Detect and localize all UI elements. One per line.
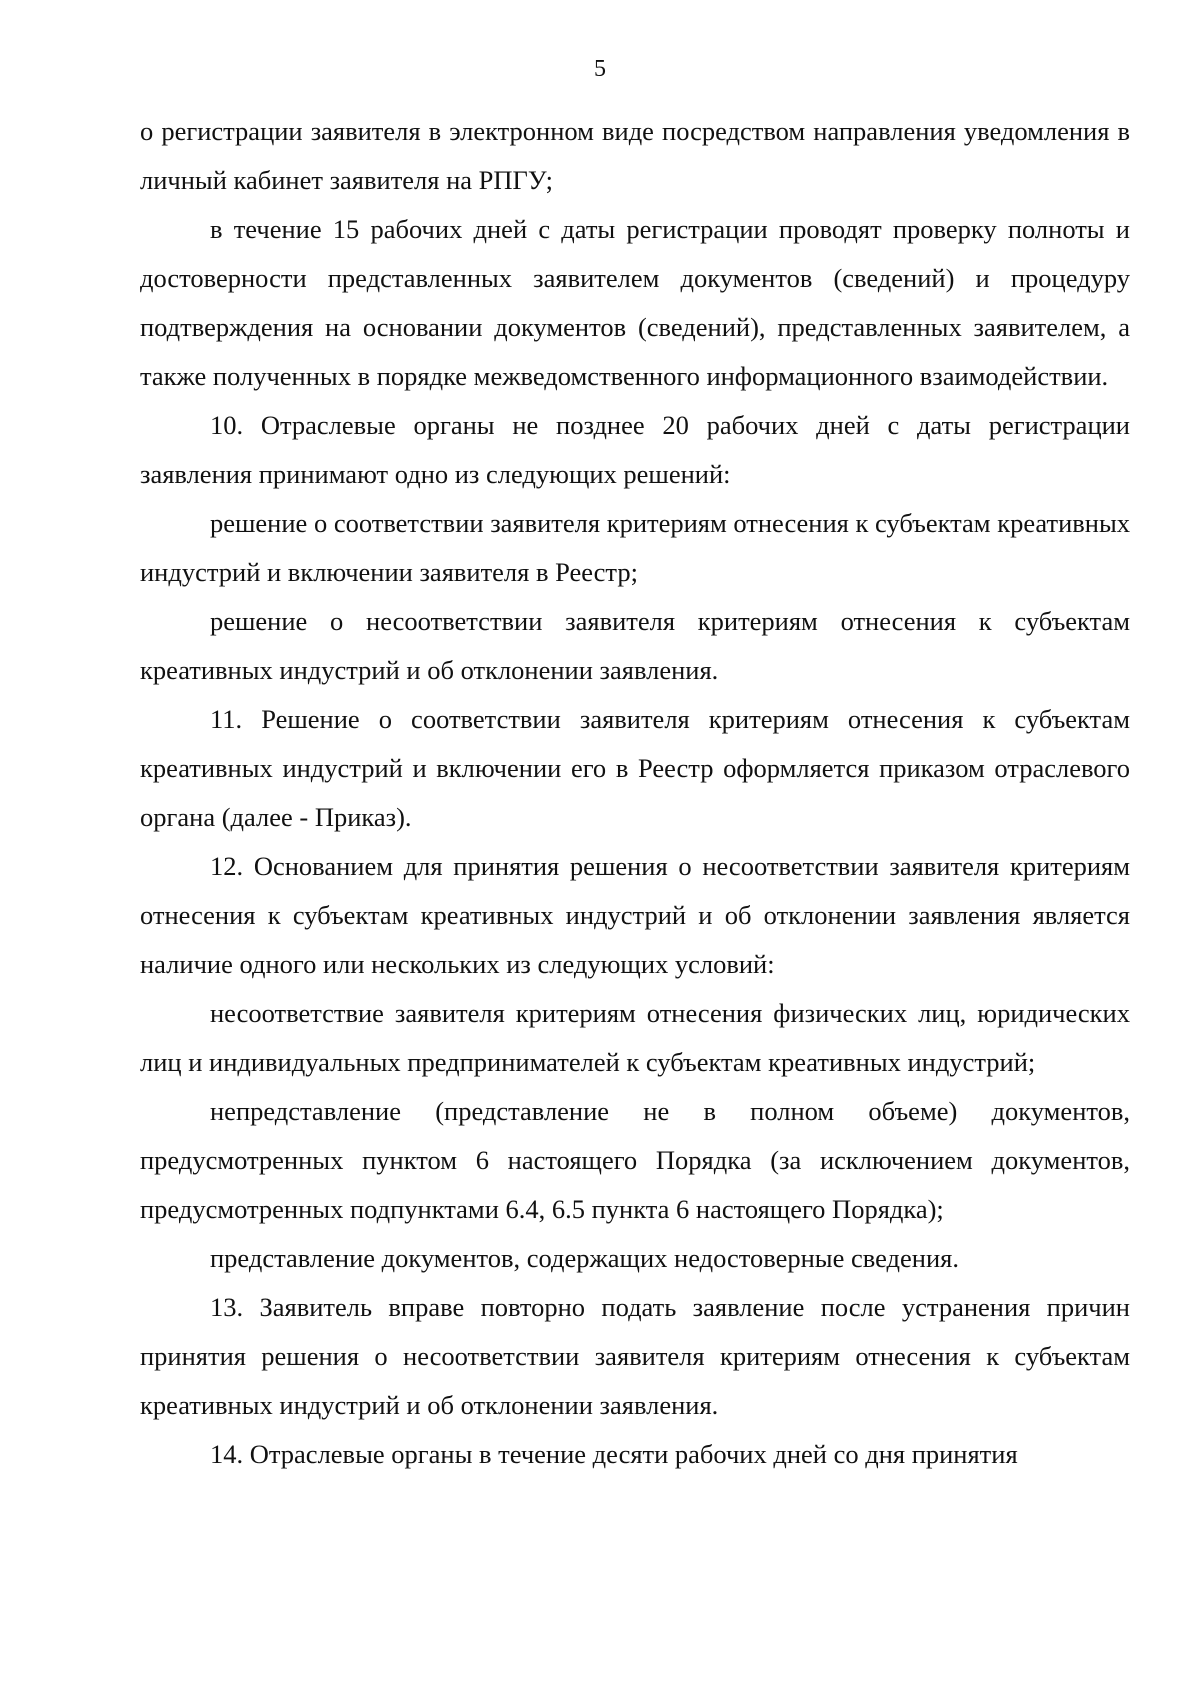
paragraph: 10. Отраслевые органы не позднее 20 рабочих дней с даты регистрации заявления принимают одно из следующих решений: — [140, 410, 1130, 489]
paragraph: 14. Отраслевые органы в течение десяти рабочих дней со дня принятия — [210, 1439, 1018, 1469]
paragraph: о регистрации заявителя в электронном виде посредством направления уведомления в личный кабинет заявителя на РПГУ; — [140, 116, 1130, 195]
paragraph: 13. Заявитель вправе повторно подать заявление после устранения причин принятия решения о несоответствии заявителя критериям отнесения к субъектам креативных индустрий и об отклонении заявления. — [140, 1292, 1130, 1420]
paragraph: решение о несоответствии заявителя критериям отнесения к субъектам креативных индустрий и об отклонении заявления. — [140, 606, 1130, 685]
page-number: 5 — [594, 56, 606, 82]
paragraph: 12. Основанием для принятия решения о несоответствии заявителя критериям отнесения к субъектам креативных индустрий и об отклонении заявления является наличие одного или нескольких из следующих условий: — [140, 851, 1130, 979]
paragraph: несоответствие заявителя критериям отнесения физических лиц, юридических лиц и индивидуальных предпринимателей к субъектам креативных индустрий; — [140, 998, 1130, 1077]
paragraph: 11. Решение о соответствии заявителя критериям отнесения к субъектам креативных индустрий и включении его в Реестр оформляется приказом отраслевого органа (далее - Приказ). — [140, 704, 1130, 832]
paragraph: в течение 15 рабочих дней с даты регистрации проводят проверку полноты и достоверности представленных заявителем документов (сведений) и процедуру подтверждения на основании документов (сведений), представленных заявителем, а также полученных в порядке межведомственного информационного взаимодействии. — [140, 214, 1130, 391]
paragraph: непредставление (представление не в полном объеме) документов, предусмотренных пунктом 6 настоящего Порядка (за исключением документов, предусмотренных подпунктами 6.4, 6.5 пункта 6 настоящего Порядка); — [140, 1096, 1130, 1224]
paragraph: решение о соответствии заявителя критериям отнесения к субъектам креативных индустрий и включении заявителя в Реестр; — [140, 508, 1130, 587]
paragraph: представление документов, содержащих недостоверные сведения. — [210, 1243, 959, 1273]
document-body — [140, 107, 1130, 1479]
